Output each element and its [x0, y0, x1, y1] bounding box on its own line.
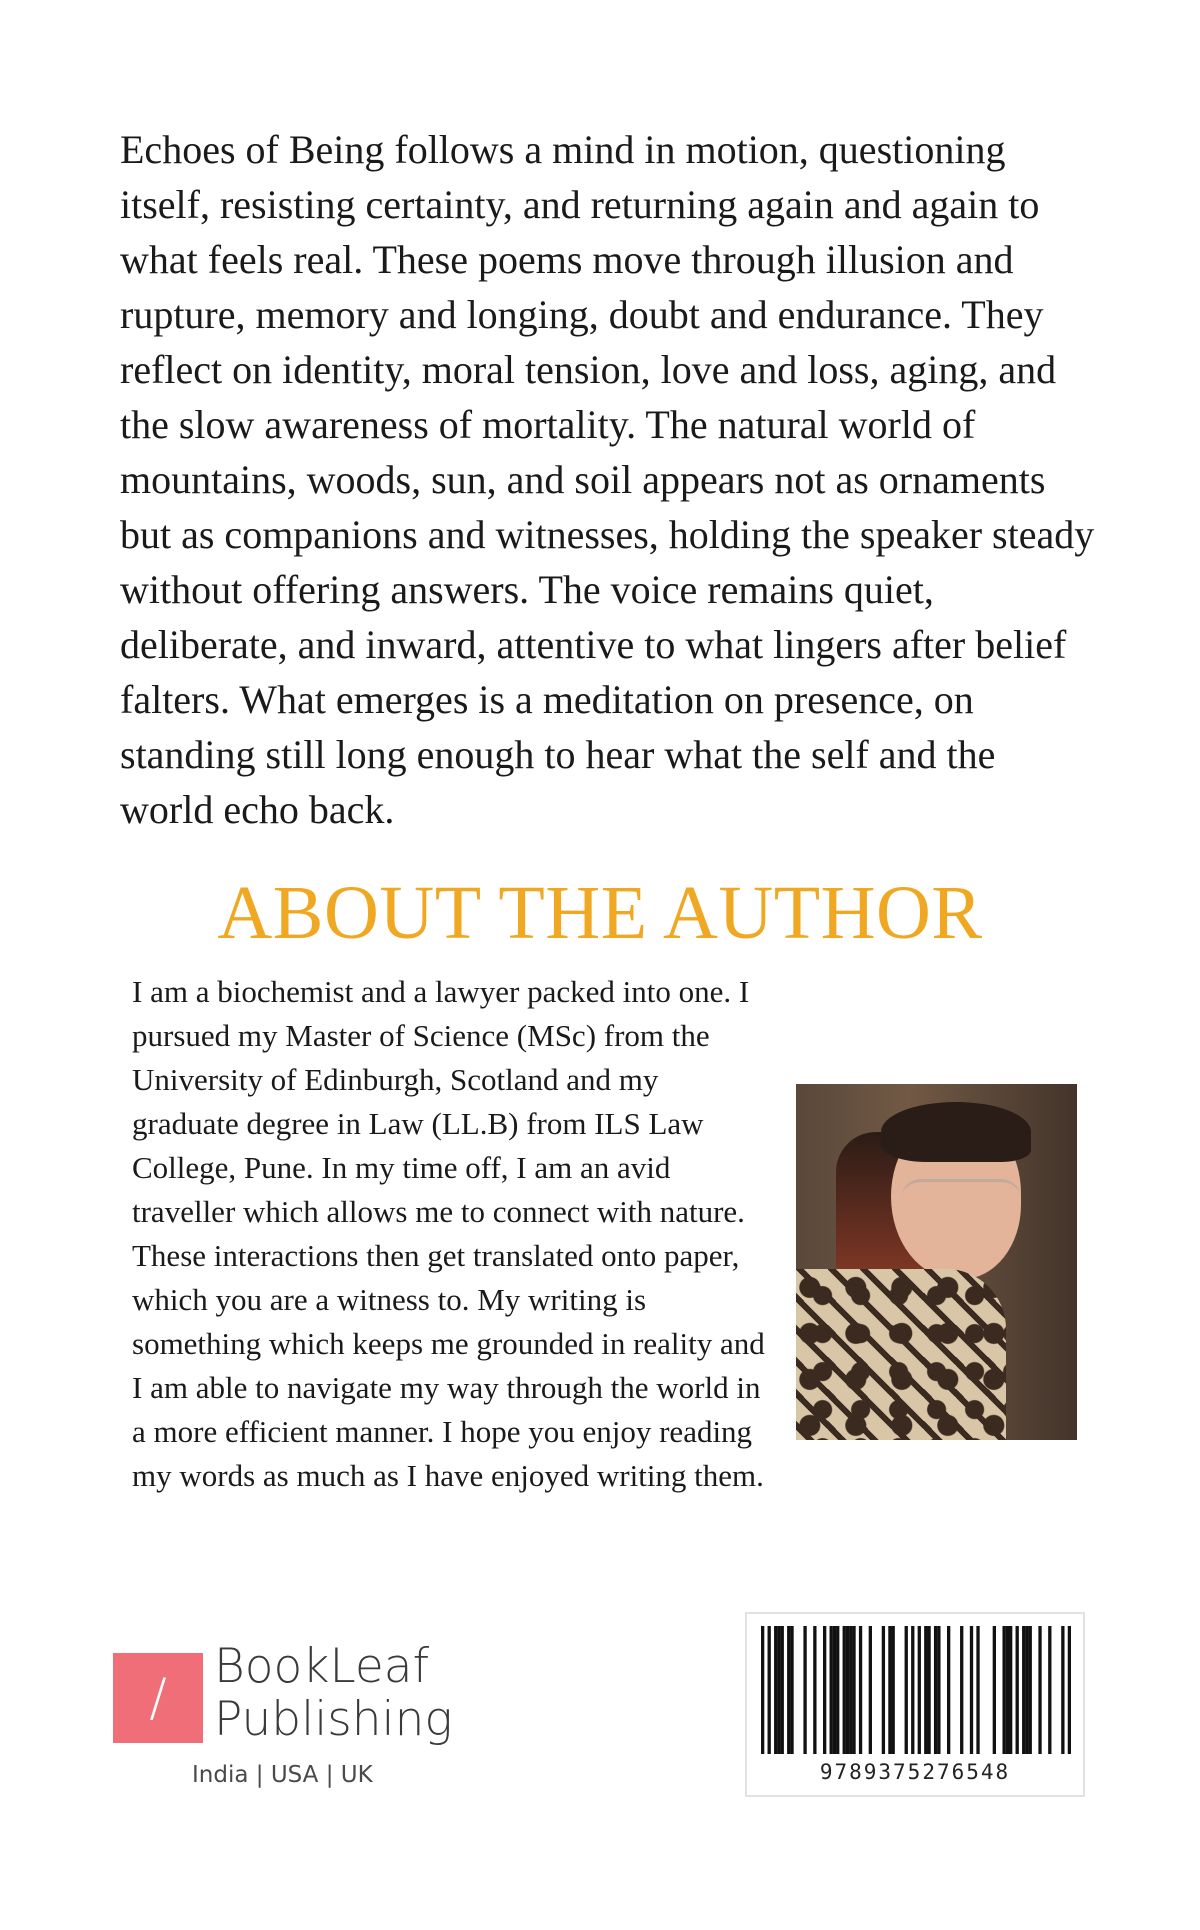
barcode-bar — [976, 1626, 979, 1754]
barcode-bar — [1016, 1626, 1019, 1754]
publisher-logo-text — [214, 1640, 453, 1746]
barcode-bar — [761, 1626, 764, 1754]
barcode-bar — [960, 1626, 963, 1754]
author-bio: I am a biochemist and a lawyer packed into one. I pursued my Master of Science (MSc) from the University of Edinburgh, Scotland and my graduate degree in Law (LL.B) from ILS Law College, Pune. In my time off, I am an avid traveller which allows me to connect with nature. These interactions then get translated onto paper, which you are a witness to. My writing is something which keeps me grounded in reality and I am able to navigate my way through the world in a more efficient manner. I hope you enjoy reading my words as much as I have enjoyed writing them. — [132, 974, 765, 1493]
barcode-bar — [774, 1626, 777, 1754]
barcode-bar — [970, 1626, 973, 1754]
barcode-bar — [859, 1626, 862, 1754]
barcode-bar — [1002, 1626, 1005, 1754]
barcode-bar — [843, 1626, 846, 1754]
barcode-bar — [846, 1626, 849, 1754]
barcode-bar — [993, 1626, 996, 1754]
barcode-bar — [790, 1626, 793, 1754]
publisher-name-line2: Publishing — [214, 1692, 453, 1747]
publisher-regions: India | USA | UK — [192, 1762, 373, 1788]
barcode-bar — [892, 1626, 895, 1754]
isbn-number: 9789375276548 — [819, 1760, 1011, 1784]
isbn-barcode — [745, 1612, 1085, 1797]
barcode-bar — [830, 1626, 833, 1754]
barcode-bar — [852, 1626, 855, 1754]
barcode-bar — [1009, 1626, 1012, 1754]
barcode-bar — [905, 1626, 908, 1754]
author-photo — [796, 1084, 1077, 1440]
barcode-bar — [781, 1626, 784, 1754]
barcode-bar — [937, 1626, 940, 1754]
about-the-author-heading: ABOUT THE AUTHOR — [217, 871, 983, 955]
barcode-bar — [1068, 1626, 1071, 1754]
barcode-bar — [833, 1626, 836, 1754]
barcode-bar — [813, 1626, 816, 1754]
barcode-bar — [911, 1626, 914, 1754]
barcode-bar — [947, 1626, 950, 1754]
barcode-bar — [869, 1626, 872, 1754]
barcode-bar — [888, 1626, 891, 1754]
barcode-bar — [787, 1626, 790, 1754]
barcode-bar — [836, 1626, 839, 1754]
publisher-name-line1: BookLeaf — [214, 1639, 430, 1694]
barcode-bar — [803, 1626, 806, 1754]
barcode-bar — [918, 1626, 921, 1754]
barcode-bar — [882, 1626, 885, 1754]
publisher-logo-mark: / — [113, 1653, 203, 1743]
barcode-bar — [1048, 1626, 1051, 1754]
barcode-bar — [777, 1626, 780, 1754]
barcode-bar — [934, 1626, 937, 1754]
barcode-bar — [768, 1626, 771, 1754]
back-cover-blurb: Echoes of Being follows a mind in motion, questioning itself, resisting certainty, and returning again and again to what feels real. These poems move through illusion and rupture, memory and longing, doubt and endurance. They reflect on identity, moral tension, love and loss, aging, and the slow awareness of mortality. The natural world of mountains, woods, sun, and soil appears not as ornaments but as companions and witnesses, holding the speaker steady without offering answers. The voice remains quiet, deliberate, and inward, attentive to what lingers after belief falters. What emerges is a meditation on presence, on standing still long enough to hear what the self and the world echo back. — [120, 127, 1095, 832]
barcode-bars — [761, 1626, 1071, 1754]
barcode-bar — [849, 1626, 852, 1754]
barcode-bar — [1025, 1626, 1028, 1754]
barcode-bar — [1029, 1626, 1032, 1754]
barcode-bar — [924, 1626, 927, 1754]
barcode-bar — [1061, 1626, 1064, 1754]
barcode-bar — [823, 1626, 826, 1754]
barcode-bar — [1022, 1626, 1025, 1754]
barcode-bar — [927, 1626, 930, 1754]
barcode-bar — [1038, 1626, 1041, 1754]
barcode-bar — [1006, 1626, 1009, 1754]
